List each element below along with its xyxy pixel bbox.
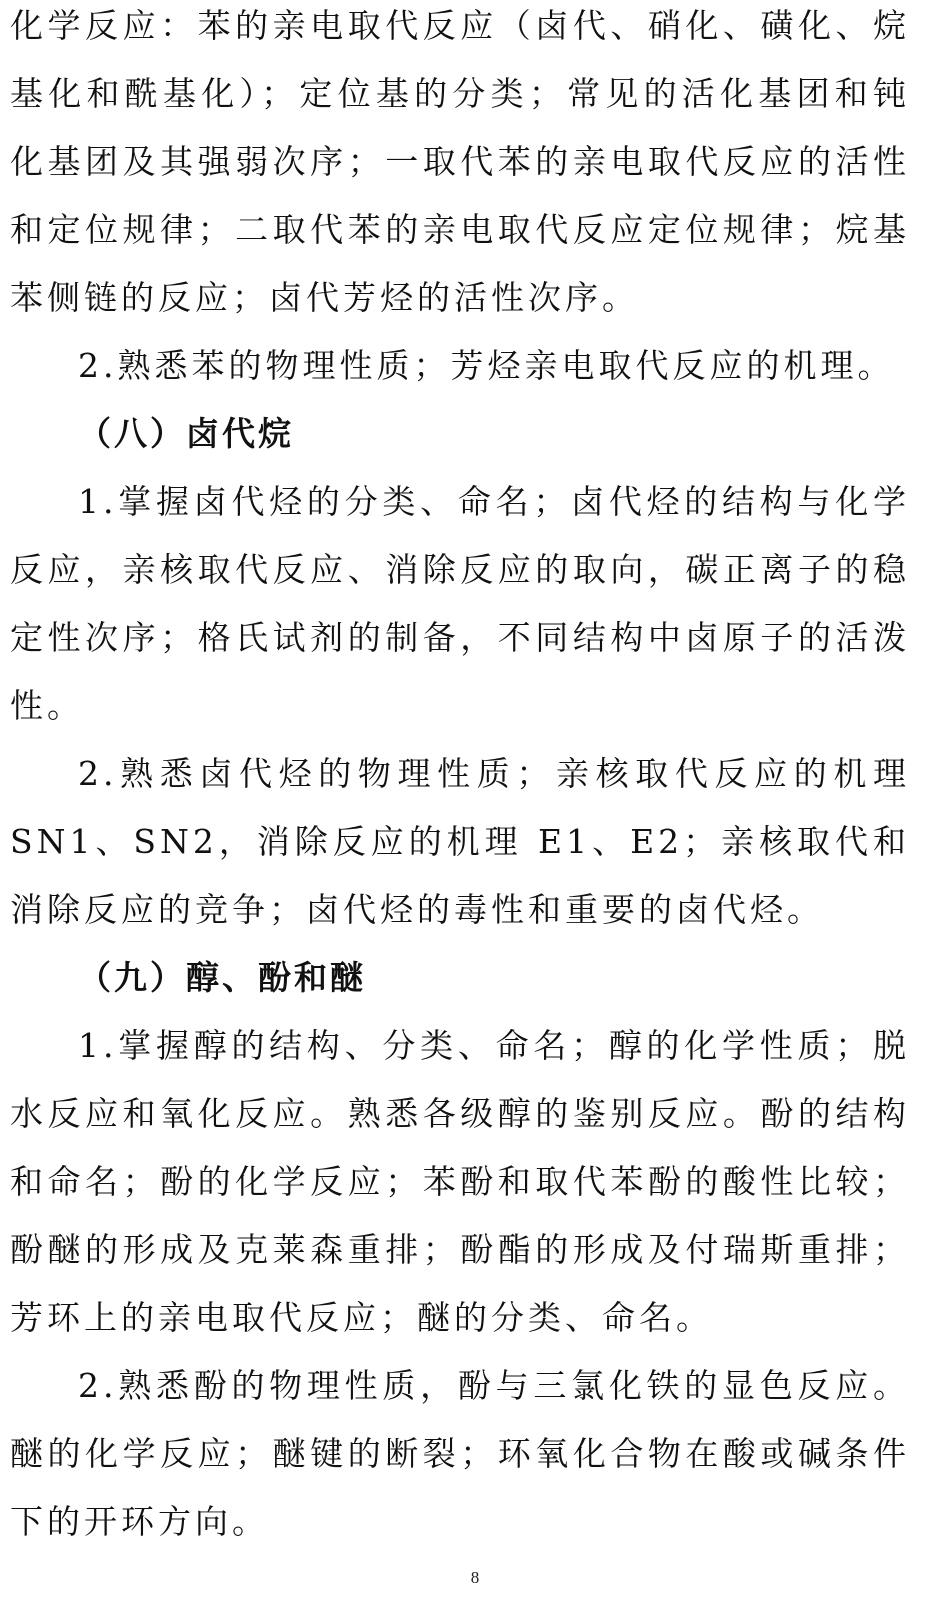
section9-item2-paragraph: 2.熟悉酚的物理性质，酚与三氯化铁的显色反应。醚的化学反应；醚键的断裂；环氧化合物在酸或碱条件下的开环方向。 [10,1366,910,1541]
section9-item1-paragraph: 1.掌握醇的结构、分类、命名；醇的化学性质；脱水反应和氧化反应。熟悉各级醇的鉴别反应。酚的结构和命名；酚的化学反应；苯酚和取代苯酚的酸性比较；酚醚的形成及克莱森重排；酚酯的形成及付瑞斯重排；芳环上的亲电取代反应；醚的分类、命名。 [10,1026,910,1337]
section9-heading: （九）醇、酚和醚 [78,958,366,997]
section8-item2-paragraph: 2.熟悉卤代烃的物理性质；亲核取代反应的机理 SN1、SN2，消除反应的机理 E1、E2；亲核取代和消除反应的竞争；卤代烃的毒性和重要的卤代烃。 [10,754,910,929]
page-number: 8 [470,1568,480,1587]
section8-item1-paragraph: 1.掌握卤代烃的分类、命名；卤代烃的结构与化学反应，亲核取代反应、消除反应的取向，碳正离子的稳定性次序；格氏试剂的制备，不同结构中卤原子的活泼性。 [10,482,910,725]
section8-heading: （八）卤代烷 [78,414,294,453]
document-page [10,0,910,1556]
continuation-paragraph: 化学反应：苯的亲电取代反应（卤代、硝化、磺化、烷基化和酰基化）；定位基的分类；常见的活化基团和钝化基团及其强弱次序；一取代苯的亲电取代反应的活性和定位规律；二取代苯的亲电取代反应定位规律；烷基苯侧链的反应；卤代芳烃的活性次序。 [10,6,910,317]
section7-item2-paragraph: 2.熟悉苯的物理性质；芳烃亲电取代反应的机理。 [78,346,895,385]
